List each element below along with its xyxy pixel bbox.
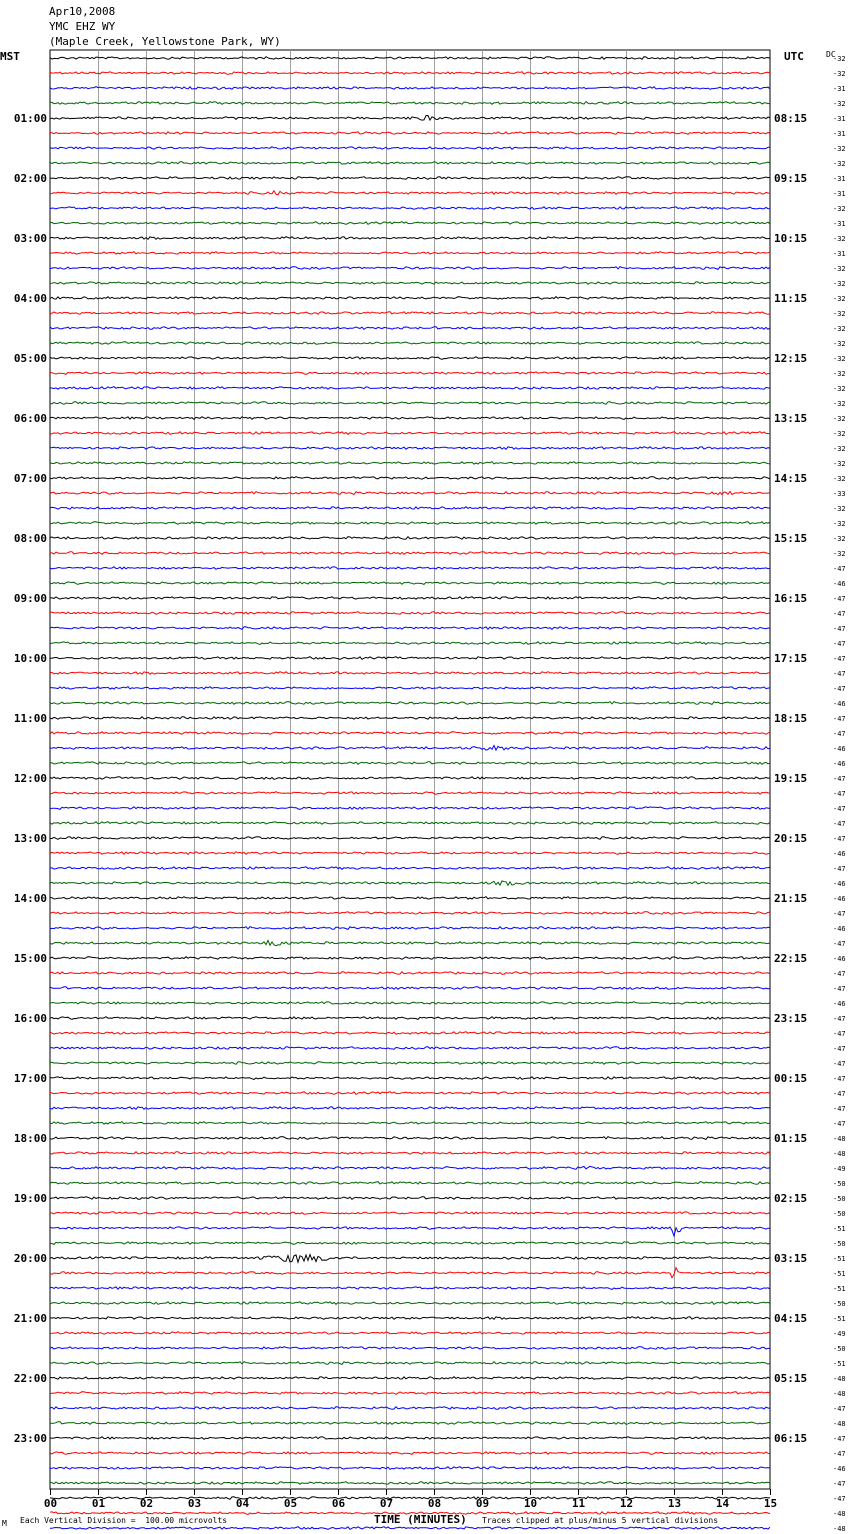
right-hour-label: 04:15 — [774, 1312, 808, 1325]
dc-offset-label: -47 — [833, 820, 846, 828]
header-date: Apr10,2008 — [49, 5, 116, 18]
dc-offset-label: -32 — [833, 385, 846, 393]
dc-offset-label: -46 — [833, 760, 846, 768]
trace-row — [50, 1166, 770, 1169]
right-hour-label: 03:15 — [774, 1252, 808, 1265]
trace-row — [50, 72, 770, 75]
right-hour-label: 10:15 — [774, 232, 808, 245]
trace-row — [50, 387, 770, 390]
dc-offset-label: -51 — [833, 1360, 846, 1368]
trace-row — [50, 1197, 770, 1200]
x-tick-label: 13 — [667, 1497, 682, 1510]
dc-offset-label: -32 — [833, 235, 846, 243]
trace-row — [50, 552, 770, 555]
trace-row — [50, 1092, 770, 1095]
dc-offset-label: -50 — [833, 1180, 846, 1188]
x-tick-label: 11 — [571, 1497, 586, 1510]
dc-offset-label: -51 — [833, 1255, 846, 1263]
trace-row — [50, 522, 770, 525]
dc-offset-label: -51 — [833, 1315, 846, 1323]
trace-row — [50, 222, 770, 225]
dc-offset-label: -47 — [833, 715, 846, 723]
dc-offset-label: -48 — [833, 1135, 846, 1143]
header-station: YMC EHZ WY — [49, 20, 116, 33]
right-hour-label: 14:15 — [774, 472, 808, 485]
dc-offset-label: -31 — [833, 190, 846, 198]
trace-row — [50, 191, 770, 195]
dc-offset-label: -47 — [833, 685, 846, 693]
trace-row — [50, 447, 770, 450]
header-location: (Maple Creek, Yellowstone Park, WY) — [49, 35, 281, 48]
left-hour-label: 09:00 — [13, 592, 47, 605]
dc-offset-label: -47 — [833, 835, 846, 843]
left-timezone-label: MST — [0, 50, 20, 63]
trace-row — [50, 57, 770, 60]
trace-row — [50, 792, 770, 795]
trace-row — [50, 1332, 770, 1335]
trace-row — [50, 582, 770, 585]
left-hour-label: 07:00 — [13, 472, 47, 485]
dc-offset-label: -47 — [833, 565, 846, 573]
left-hour-label: 02:00 — [13, 172, 47, 185]
dc-offset-label: -32 — [833, 550, 846, 558]
dc-offset-label: -32 — [833, 535, 846, 543]
dc-offset-label: -47 — [833, 670, 846, 678]
trace-row — [50, 162, 770, 165]
dc-offset-label: -32 — [833, 505, 846, 513]
trace-row — [50, 1467, 770, 1470]
trace-row — [50, 1268, 770, 1278]
dc-offset-label: -47 — [833, 970, 846, 978]
trace-row — [50, 957, 770, 960]
trace-row — [50, 507, 770, 510]
dc-offset-label: -48 — [833, 1375, 846, 1383]
dc-offset-label: -32 — [833, 430, 846, 438]
trace-row — [50, 1347, 770, 1350]
dc-offset-label: -47 — [833, 655, 846, 663]
left-hour-label: 23:00 — [13, 1432, 47, 1445]
dc-offset-label: -32 — [833, 445, 846, 453]
trace-row — [50, 1362, 770, 1365]
trace-row — [50, 912, 770, 915]
left-hour-label: 14:00 — [13, 892, 47, 905]
dc-offset-label: -46 — [833, 700, 846, 708]
trace-row — [50, 267, 770, 270]
trace-row — [50, 432, 770, 435]
dc-offset-label: -32 — [833, 265, 846, 273]
dc-offset-label: -47 — [833, 1480, 846, 1488]
dc-offset-label: -48 — [833, 1525, 846, 1533]
trace-row — [50, 852, 770, 855]
trace-row — [50, 237, 770, 240]
x-tick-label: 00 — [43, 1497, 58, 1510]
dc-offset-label: -46 — [833, 955, 846, 963]
trace-row — [50, 1002, 770, 1005]
right-hour-label: 01:15 — [774, 1132, 808, 1145]
left-hour-label: 17:00 — [13, 1072, 47, 1085]
dc-offset-label: -49 — [833, 1330, 846, 1338]
trace-row — [50, 1407, 770, 1410]
trace-row — [50, 867, 770, 870]
dc-offset-label: -46 — [833, 895, 846, 903]
x-tick-label: 10 — [523, 1497, 538, 1510]
dc-offset-label: -50 — [833, 1210, 846, 1218]
trace-row — [50, 567, 770, 570]
left-hour-label: 20:00 — [13, 1252, 47, 1265]
trace-row — [50, 1302, 770, 1305]
dc-offset-label: -47 — [833, 1495, 846, 1503]
dc-offset-label: -48 — [833, 1390, 846, 1398]
trace-row — [50, 1032, 770, 1035]
trace-row — [50, 1437, 770, 1440]
right-hour-label: 13:15 — [774, 412, 808, 425]
dc-offset-label: -46 — [833, 745, 846, 753]
dc-offset-label: -47 — [833, 1105, 846, 1113]
trace-row — [50, 1255, 770, 1263]
trace-row — [50, 1422, 770, 1425]
dc-offset-label: -47 — [833, 625, 846, 633]
trace-row — [50, 927, 770, 930]
dc-offset-label: -47 — [833, 1060, 846, 1068]
trace-row — [50, 807, 770, 810]
trace-row — [50, 612, 770, 615]
trace-row — [50, 147, 770, 150]
right-hour-label: 09:15 — [774, 172, 808, 185]
trace-row — [50, 687, 770, 690]
right-hour-label: 20:15 — [774, 832, 808, 845]
left-hour-label: 22:00 — [13, 1372, 47, 1385]
right-timezone-label: UTC — [784, 50, 804, 63]
right-hour-label: 23:15 — [774, 1012, 808, 1025]
dc-offset-label: -32 — [833, 55, 846, 63]
dc-offset-label: -47 — [833, 985, 846, 993]
dc-offset-label: -32 — [833, 100, 846, 108]
left-hour-label: 15:00 — [13, 952, 47, 965]
trace-row — [50, 327, 770, 330]
trace-row — [50, 881, 770, 885]
dc-offset-label: -32 — [833, 205, 846, 213]
trace-row — [50, 462, 770, 465]
dc-offset-label: -31 — [833, 175, 846, 183]
x-tick-label: 07 — [379, 1497, 394, 1510]
trace-row — [50, 1047, 770, 1050]
left-hour-label: 12:00 — [13, 772, 47, 785]
trace-row — [50, 207, 770, 210]
dc-offset-label: -47 — [833, 1450, 846, 1458]
dc-offset-label: -32 — [833, 460, 846, 468]
left-hour-label: 01:00 — [13, 112, 47, 125]
x-tick-label: 12 — [619, 1497, 634, 1510]
right-hour-label: 05:15 — [774, 1372, 808, 1385]
right-hour-label: 12:15 — [774, 352, 808, 365]
dc-offset-label: -50 — [833, 1345, 846, 1353]
trace-row — [50, 1107, 770, 1110]
clip-note: Traces clipped at plus/minus 5 vertical divisions — [482, 1516, 719, 1525]
trace-row — [50, 1287, 770, 1290]
right-hour-label: 02:15 — [774, 1192, 808, 1205]
right-hour-label: 11:15 — [774, 292, 808, 305]
dc-offset-label: -47 — [833, 640, 846, 648]
x-tick-label: 05 — [283, 1497, 298, 1510]
dc-offset-label: -47 — [833, 865, 846, 873]
dc-offset-label: -32 — [833, 370, 846, 378]
left-hour-label: 13:00 — [13, 832, 47, 845]
dc-offset-label: -47 — [833, 1090, 846, 1098]
dc-offset-label: -47 — [833, 910, 846, 918]
trace-row — [50, 1212, 770, 1215]
dc-offset-label: -48 — [833, 1510, 846, 1518]
trace-row — [50, 627, 770, 630]
trace-row — [50, 116, 770, 121]
trace-row — [50, 762, 770, 765]
right-hour-label: 21:15 — [774, 892, 808, 905]
x-tick-label: 08 — [427, 1497, 442, 1510]
dc-offset-label: -50 — [833, 1300, 846, 1308]
dc-offset-label: -47 — [833, 775, 846, 783]
dc-offset-label: -47 — [833, 1015, 846, 1023]
left-hour-label: 10:00 — [13, 652, 47, 665]
trace-row — [50, 1062, 770, 1065]
dc-offset-label: -32 — [833, 415, 846, 423]
trace-row — [50, 987, 770, 990]
dc-offset-label: -50 — [833, 1240, 846, 1248]
trace-row — [50, 491, 770, 494]
dc-offset-label: -51 — [833, 1225, 846, 1233]
dc-offset-label: -48 — [833, 1150, 846, 1158]
trace-row — [50, 837, 770, 840]
dc-offset-label: -48 — [833, 1420, 846, 1428]
dc-offset-label: -32 — [833, 355, 846, 363]
trace-row — [50, 282, 770, 285]
x-tick-label: 15 — [763, 1497, 778, 1510]
trace-row — [50, 1242, 770, 1245]
trace-row — [50, 777, 770, 780]
dc-offset-label: -31 — [833, 115, 846, 123]
x-tick-label: 09 — [475, 1497, 490, 1510]
dc-offset-label: -32 — [833, 280, 846, 288]
left-hour-label: 08:00 — [13, 532, 47, 545]
dc-offset-label: -47 — [833, 1030, 846, 1038]
left-hour-label: 06:00 — [13, 412, 47, 425]
trace-row — [50, 1122, 770, 1125]
left-hour-label: 11:00 — [13, 712, 47, 725]
trace-row — [50, 477, 770, 480]
trace-row — [50, 1017, 770, 1020]
trace-row — [50, 87, 770, 90]
trace-row — [50, 1452, 770, 1455]
dc-offset-label: -31 — [833, 250, 846, 258]
trace-row — [50, 1482, 770, 1485]
trace-row — [50, 746, 770, 751]
dc-offset-label: -47 — [833, 805, 846, 813]
right-hour-label: 16:15 — [774, 592, 808, 605]
right-hour-label: 08:15 — [774, 112, 808, 125]
trace-row — [50, 357, 770, 360]
dc-offset-label: -47 — [833, 730, 846, 738]
dc-offset-label: -32 — [833, 295, 846, 303]
dc-offset-label: -51 — [833, 1285, 846, 1293]
dc-offset-label: -32 — [833, 520, 846, 528]
dc-offset-label: -49 — [833, 1165, 846, 1173]
dc-offset-label: -50 — [833, 1195, 846, 1203]
dc-offset-label: -31 — [833, 130, 846, 138]
trace-row — [50, 897, 770, 900]
trace-row — [50, 822, 770, 825]
dc-offset-label: -46 — [833, 580, 846, 588]
dc-offset-label: -47 — [833, 790, 846, 798]
trace-row — [50, 717, 770, 720]
trace-row — [50, 102, 770, 105]
trace-row — [50, 297, 770, 300]
trace-row — [50, 132, 770, 135]
dc-offset-label: -46 — [833, 850, 846, 858]
left-hour-label: 05:00 — [13, 352, 47, 365]
left-hour-label: 16:00 — [13, 1012, 47, 1025]
right-hour-label: 22:15 — [774, 952, 808, 965]
right-hour-label: 18:15 — [774, 712, 808, 725]
footer-left-mark: M — [2, 1519, 7, 1528]
x-tick-label: 04 — [235, 1497, 250, 1510]
dc-offset-label: -32 — [833, 400, 846, 408]
trace-row — [50, 972, 770, 975]
scale-note: Each Vertical Division = 100.00 microvolts — [20, 1516, 228, 1525]
trace-row — [50, 732, 770, 735]
trace-row — [50, 417, 770, 420]
dc-offset-label: -47 — [833, 595, 846, 603]
dc-offset-label: -46 — [833, 925, 846, 933]
left-hour-label: 04:00 — [13, 292, 47, 305]
dc-offset-label: -31 — [833, 85, 846, 93]
left-hour-label: 18:00 — [13, 1132, 47, 1145]
trace-row — [50, 1377, 770, 1380]
dc-offset-label: -32 — [833, 325, 846, 333]
dc-offset-label: -32 — [833, 145, 846, 153]
trace-row — [50, 1137, 770, 1140]
right-hour-label: 19:15 — [774, 772, 808, 785]
dc-offset-label: -46 — [833, 1465, 846, 1473]
trace-row — [50, 312, 770, 315]
dc-offset-label: -31 — [833, 220, 846, 228]
dc-offset-label: -47 — [833, 1075, 846, 1083]
trace-row — [50, 597, 770, 600]
trace-row — [50, 1497, 770, 1500]
left-hour-label: 19:00 — [13, 1192, 47, 1205]
trace-row — [50, 537, 770, 540]
trace-row — [50, 672, 770, 675]
trace-row — [50, 1152, 770, 1155]
dc-offset-label: -32 — [833, 310, 846, 318]
trace-row — [50, 1227, 770, 1236]
trace-row — [50, 642, 770, 645]
dc-offset-label: -47 — [833, 1045, 846, 1053]
x-tick-label: 06 — [331, 1497, 346, 1510]
trace-row — [50, 1392, 770, 1395]
trace-row — [50, 342, 770, 345]
trace-row — [50, 1317, 770, 1320]
x-tick-label: 01 — [91, 1497, 106, 1510]
dc-offset-label: -47 — [833, 1120, 846, 1128]
right-hour-label: 00:15 — [774, 1072, 808, 1085]
dc-offset-label: -33 — [833, 490, 846, 498]
dc-offset-label: -32 — [833, 70, 846, 78]
trace-row — [50, 177, 770, 180]
right-hour-label: 06:15 — [774, 1432, 808, 1445]
right-hour-label: 17:15 — [774, 652, 808, 665]
dc-label: DC — [826, 50, 836, 59]
left-hour-label: 21:00 — [13, 1312, 47, 1325]
x-tick-label: 14 — [715, 1497, 730, 1510]
trace-row — [50, 1527, 770, 1530]
x-tick-label: 02 — [139, 1497, 154, 1510]
trace-row — [50, 702, 770, 705]
dc-offset-label: -51 — [833, 1270, 846, 1278]
trace-row — [50, 372, 770, 375]
trace-row — [50, 1077, 770, 1080]
right-hour-label: 15:15 — [774, 532, 808, 545]
x-tick-label: 03 — [187, 1497, 202, 1510]
trace-row — [50, 1182, 770, 1185]
trace-row — [50, 252, 770, 255]
dc-offset-label: -47 — [833, 610, 846, 618]
dc-offset-label: -32 — [833, 160, 846, 168]
trace-row — [50, 657, 770, 660]
dc-offset-label: -47 — [833, 1435, 846, 1443]
dc-offset-label: -46 — [833, 880, 846, 888]
dc-offset-label: -47 — [833, 1405, 846, 1413]
left-hour-label: 03:00 — [13, 232, 47, 245]
dc-offset-label: -32 — [833, 340, 846, 348]
trace-row — [50, 402, 770, 405]
dc-offset-label: -32 — [833, 475, 846, 483]
dc-offset-label: -47 — [833, 940, 846, 948]
x-axis-title: TIME (MINUTES) — [374, 1513, 467, 1526]
dc-offset-label: -46 — [833, 1000, 846, 1008]
trace-row — [50, 940, 770, 945]
